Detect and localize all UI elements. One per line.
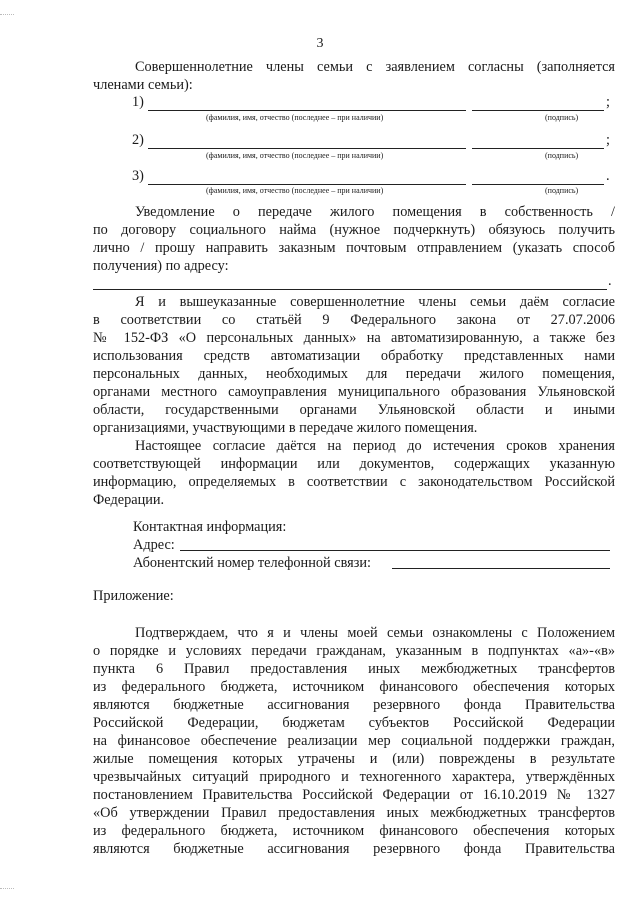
consent-pd-line: № 152-ФЗ «О персональных данных» на автоматизированную, а также без: [93, 330, 615, 346]
confirmation-line: Подтверждаем, что я и члены моей семьи ознакомлены с Положением: [135, 625, 615, 641]
name-caption: (фамилия, имя, отчество (последнее – при наличии): [206, 113, 384, 122]
consent-pd-line: органами местного самоуправления муниципального образования Ульяновской: [93, 384, 615, 400]
confirmation-line: пункта 6 Правил предоставления иных межбюджетных трансфертов: [93, 661, 615, 677]
scan-artifact: [0, 14, 14, 15]
family-member-name-field[interactable]: [148, 184, 466, 185]
contact-phone-field[interactable]: [392, 568, 610, 569]
confirmation-line: из федерального бюджета, источником финансового обеспечения которых: [93, 823, 615, 839]
row-end-punctuation: ;: [606, 132, 610, 148]
confirmation-line: Российской Федерации, бюджетам субъектов Российской Федерации: [93, 715, 615, 731]
notice-line: лично / прошу направить заказным почтовым отправлением (указать способ: [93, 240, 615, 256]
consent-pd-line: Я и вышеуказанные совершеннолетние члены семьи даём согласие: [135, 294, 615, 310]
scan-artifact: [0, 888, 14, 889]
name-caption: (фамилия, имя, отчество (последнее – при наличии): [206, 186, 384, 195]
consent-period-line: Федерации.: [93, 492, 165, 508]
consent-period-line: Настоящее согласие даётся на период до истечения сроков хранения: [135, 438, 615, 454]
consent-period-line: информацию, определяемых в соответствии с законодательством Российской: [93, 474, 615, 490]
notice-address-field[interactable]: [93, 289, 607, 290]
signature-caption: (подпись): [545, 186, 579, 195]
notice-end-punctuation: .: [608, 273, 612, 289]
consent-pd-line: персональных данных, необходимых для передачи жилого помещения,: [93, 366, 615, 382]
contact-address-label: Адрес:: [133, 537, 175, 553]
contact-address-field[interactable]: [180, 550, 610, 551]
family-member-signature-field[interactable]: [472, 110, 604, 111]
family-consent-intro-line1: Совершеннолетние члены семьи с заявлением согласны (заполняется: [135, 59, 615, 75]
confirmation-line: чрезвычайных ситуаций природного и техногенного характера, утверждённых: [93, 769, 615, 785]
contact-title: Контактная информация:: [133, 519, 287, 535]
row-end-punctuation: ;: [606, 94, 610, 110]
consent-period-line: соответствующей информации или документов, содержащих указанную: [93, 456, 615, 472]
confirmation-line: постановлением Правительства Российской Федерации от 16.10.2019 № 1327: [93, 787, 615, 803]
confirmation-line: о порядке и условиях передачи гражданам, указанным в подпунктах «а»-«в»: [93, 643, 615, 659]
attachment-label: Приложение:: [93, 588, 174, 604]
page-number: 3: [316, 36, 324, 51]
signature-caption: (подпись): [545, 113, 579, 122]
family-member-number: 2): [132, 132, 144, 148]
notice-line: Уведомление о передаче жилого помещения в собственность /: [135, 204, 615, 220]
name-caption: (фамилия, имя, отчество (последнее – при наличии): [206, 151, 384, 160]
family-member-name-field[interactable]: [148, 110, 466, 111]
notice-line: по договору социального найма (нужное подчеркнуть) обязуюсь получить: [93, 222, 615, 238]
confirmation-line: из федерального бюджета, источником финансового обеспечения которых: [93, 679, 615, 695]
consent-pd-line: организациями, участвующими в передаче жилого помещения.: [93, 420, 478, 436]
confirmation-line: жилые помещения которых утрачены и (или) повреждены в результате: [93, 751, 615, 767]
confirmation-line: на финансовое обеспечение реализации мер социальной поддержки граждан,: [93, 733, 615, 749]
family-member-name-field[interactable]: [148, 148, 466, 149]
consent-pd-line: области, государственными органами Ульяновской области и иными: [93, 402, 615, 418]
notice-line: получения) по адресу:: [93, 258, 229, 274]
confirmation-line: являются бюджетные ассигнования резервного фонда Правительства: [93, 697, 615, 713]
family-member-signature-field[interactable]: [472, 184, 604, 185]
signature-caption: (подпись): [545, 151, 579, 160]
family-member-number: 3): [132, 168, 144, 184]
consent-pd-line: использования средств автоматизации обработку представленных нами: [93, 348, 615, 364]
family-member-number: 1): [132, 94, 144, 110]
family-consent-intro-line2: членами семьи):: [93, 77, 193, 93]
contact-phone-label: Абонентский номер телефонной связи:: [133, 555, 371, 571]
family-member-signature-field[interactable]: [472, 148, 604, 149]
confirmation-line: являются бюджетные ассигнования резервного фонда Правительства: [93, 841, 615, 857]
confirmation-line: «Об утверждении Правил предоставления иных межбюджетных трансфертов: [93, 805, 615, 821]
row-end-punctuation: .: [606, 168, 610, 184]
consent-pd-line: в соответствии со статьёй 9 Федерального закона от 27.07.2006: [93, 312, 615, 328]
